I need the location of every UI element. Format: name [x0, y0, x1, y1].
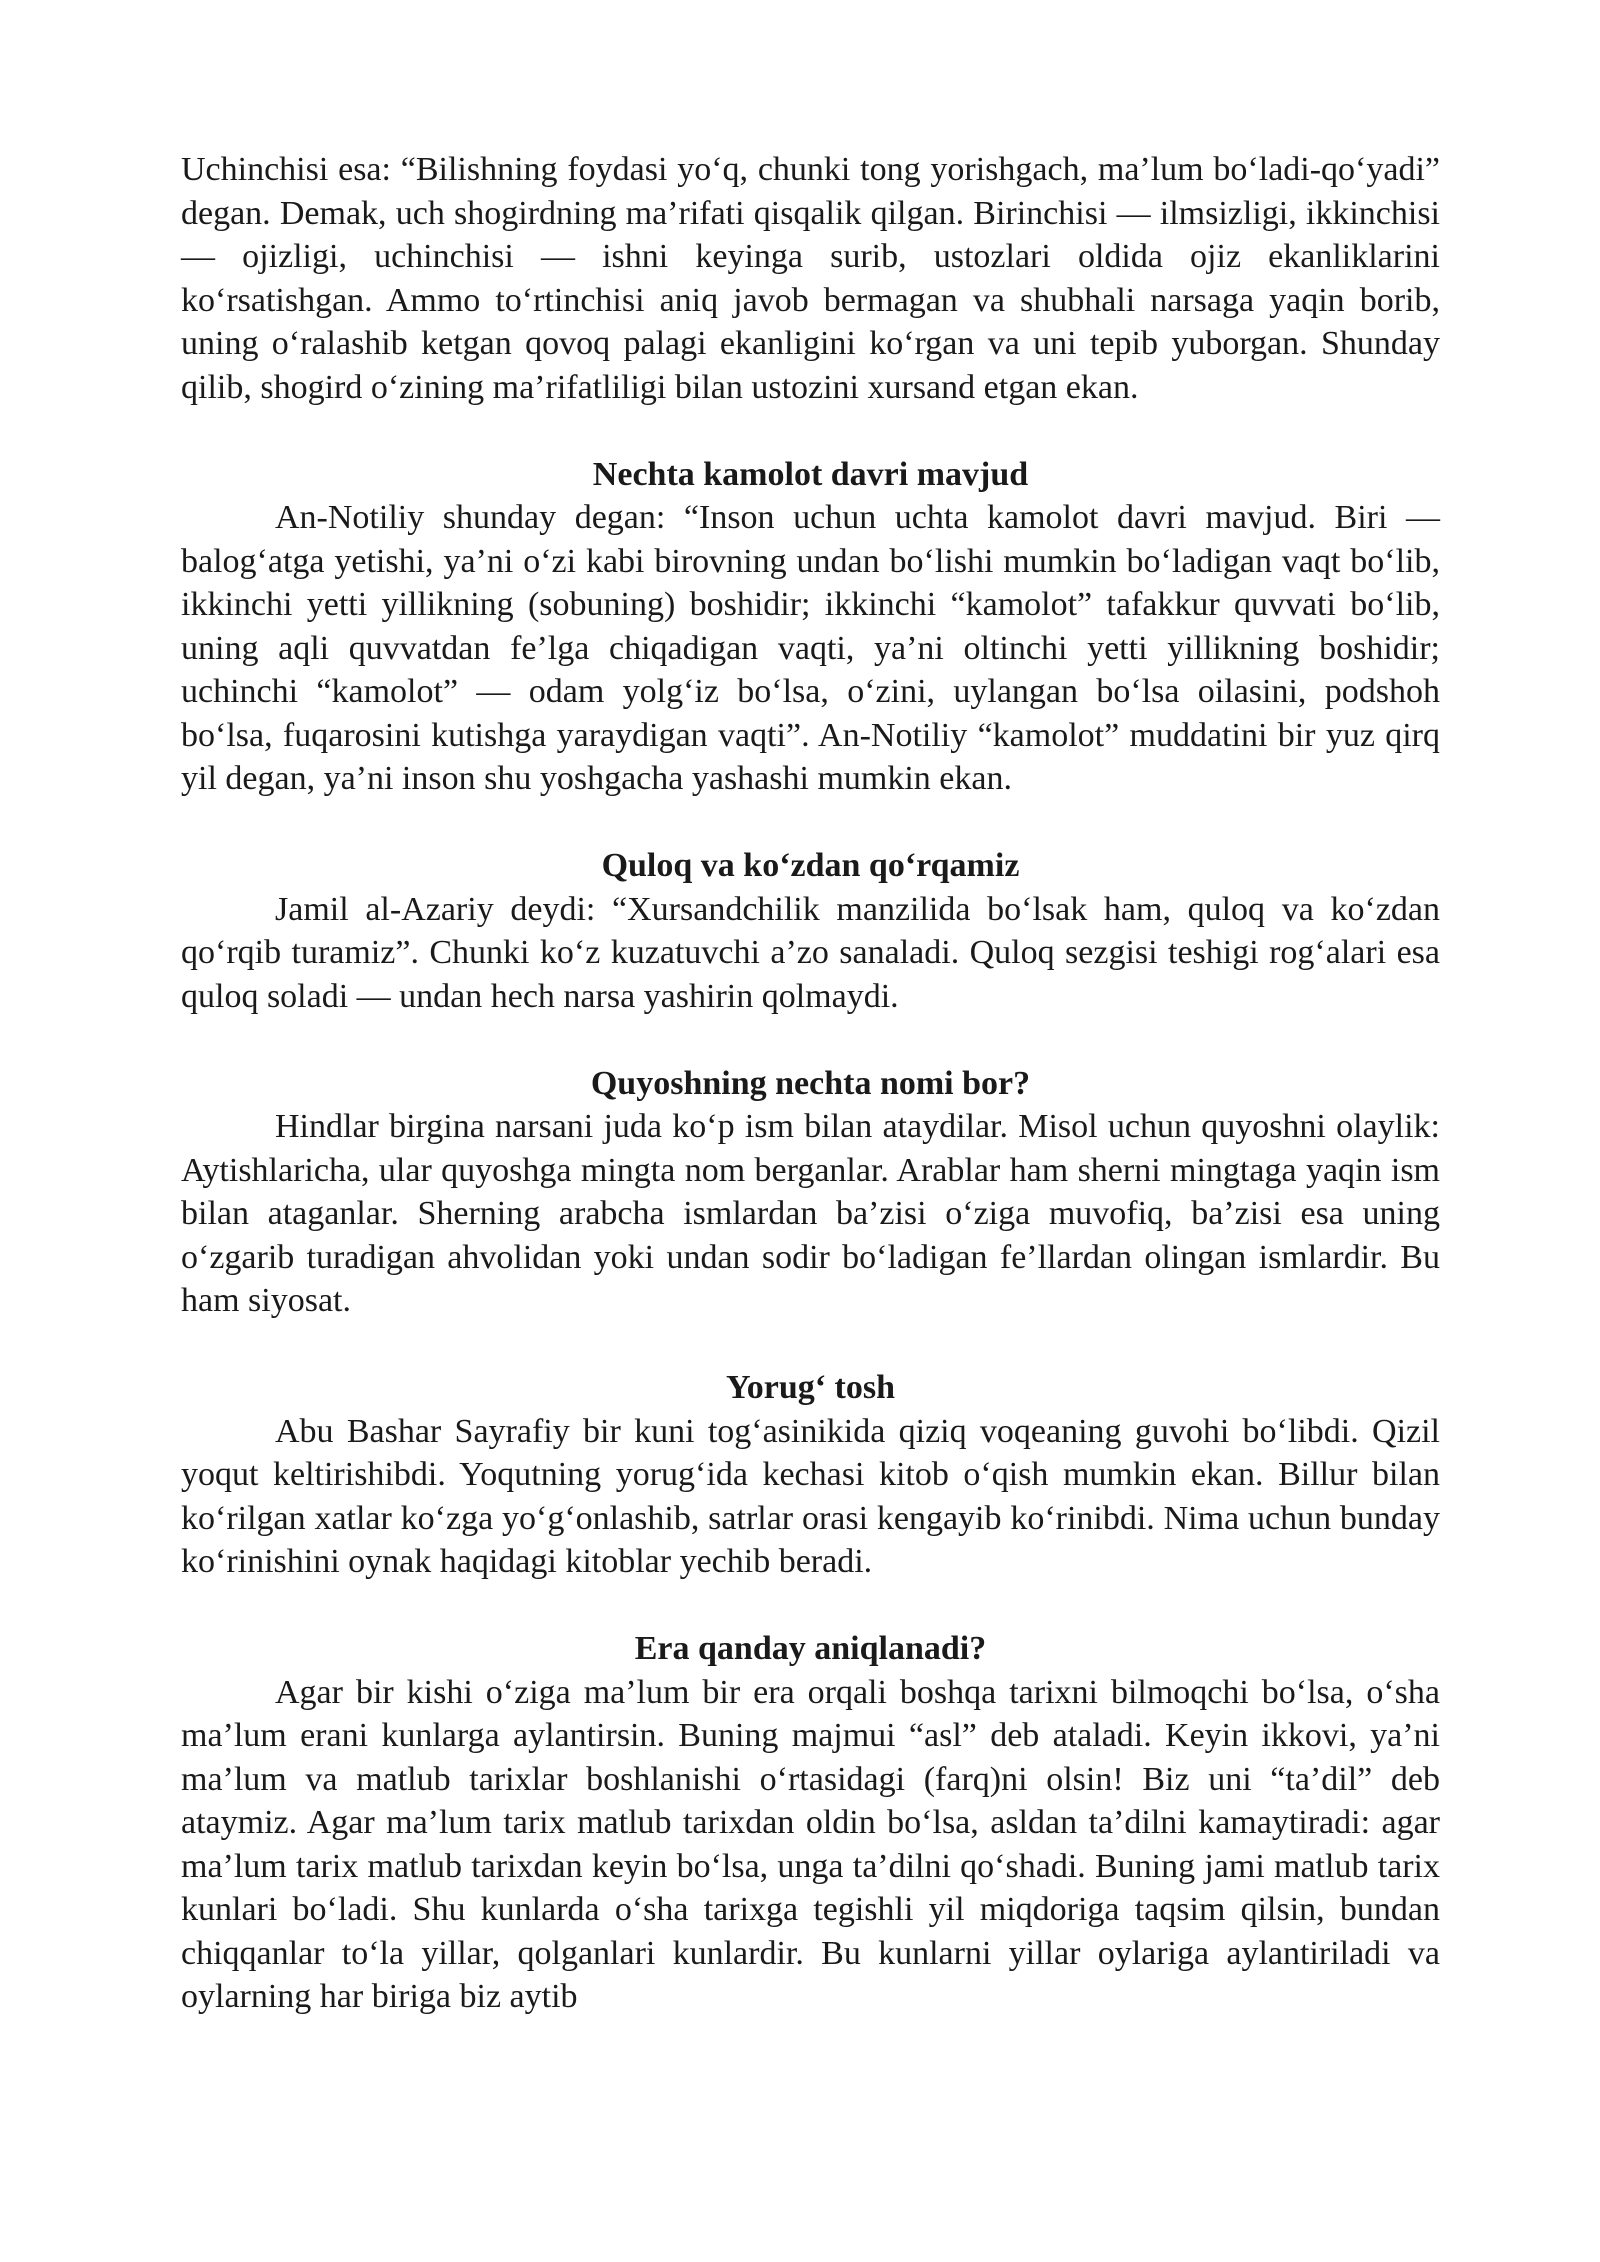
section-title-quyosh: Quyoshning nechta nomi bor?: [590, 1064, 1031, 1102]
section-title-yorug-tosh: Yorug‘ tosh: [725, 1369, 896, 1406]
section-title-era: Era qanday aniqlanadi?: [634, 1630, 987, 1667]
section-body-kamolot: An-Notiliy shunday degan: “Inson uchun uchta kamolot davri mavjud. Biri — balog‘atga yetishi, ya’ni o‘zi kabi birovning undan bo‘lishi mumkin bo‘ladigan vaqt bo‘lib, ikkinchi yetti yillikning (sobuning) boshidir; ikkinchi “kamolot” tafakkur quvvati bo‘lib, uning aqli quvvatdan fe’lga chiqadigan vaqti, ya’ni oltinchi yetti yillikning boshidir; uchinchi “kamolot” — odam yolg‘iz bo‘lsa, o‘zini, uylangan bo‘lsa oilasini, podshoh bo‘lsa, fuqarosini kutishga yaraydigan vaqti”. An-Notiliy “kamolot” muddatini bir yuz qirq yil degan, ya’ni inson shu yoshgacha yashashi mumkin ekan.: [181, 499, 1440, 797]
section-body-quloq: Jamil al-Azariy deydi: “Xursandchilik manzilida bo‘lsak ham, quloq va ko‘zdan qo‘rqib turamiz”. Chunki ko‘z kuzatuvchi a’zo sanaladi. Quloq sezgisi teshigi rog‘alari esa quloq soladi — undan hech narsa yashirin qolmaydi.: [181, 890, 1440, 1015]
intro-paragraph: Uchinchisi esa: “Bilishning foydasi yo‘q, chunki tong yorishgach, ma’lum bo‘ladi-qo‘yadi” degan. Demak, uch shogirdning ma’rifati qisqalik qilgan. Birinchisi — ilmsizligi, ikkinchisi — ojizligi, uchinchisi — ishni keyinga surib, ustozlari oldida ojiz ekanliklarini ko‘rsatishgan. Ammo to‘rtinchisi aniq javob bermagan va shubhali narsaga yaqin borib, uning o‘ralashib ketgan qovoq palagi ekanligini ko‘rgan va uni tepib yuborgan. Shunday qilib, shogird o‘zining ma’rifatliligi bilan ustozini xursand etgan ekan.: [181, 151, 1440, 406]
section-title-quloq: Quloq va ko‘zdan qo‘rqamiz: [601, 847, 1020, 884]
section-body-quyosh: Hindlar birgina narsani juda ko‘p ism bilan ataydilar. Misol uchun quyoshni olaylik: Aytishlaricha, ular quyoshga mingta nom berganlar. Arablar ham sherni mingtaga yaqin ism bilan ataganlar. Sherning arabcha ismlardan ba’zisi o‘ziga muvofiq, ba’zisi esa uning o‘zgarib turadigan ahvolidan yoki undan sodir bo‘ladigan fe’llardan olingan ismlardir. Bu ham siyosat.: [181, 1108, 1440, 1319]
section-body-yorug-tosh: Abu Bashar Sayrafiy bir kuni tog‘asinikida qiziq voqeaning guvohi bo‘libdi. Qizil yoqut keltirishibdi. Yoqutning yorug‘ida kechasi kitob o‘qish mumkin ekan. Billur bilan ko‘rilgan xatlar ko‘zga yo‘g‘onlashib, satrlar orasi kengayib ko‘rinibdi. Nima uchun bunday ko‘rinishini oynak haqidagi kitoblar yechib beradi.: [181, 1412, 1440, 1580]
section-title-kamolot: Nechta kamolot davri mavjud: [592, 455, 1029, 493]
document-page: [181, 148, 1440, 2019]
section-body-era: Agar bir kishi o‘ziga ma’lum bir era orqali boshqa tarixni bilmoqchi bo‘lsa, o‘sha ma’lum erani kunlarga aylantirsin. Buning majmui “asl” deb ataladi. Keyin ikkovi, ya’ni ma’lum va matlub tarixlar boshlanishi o‘rtasidagi (farq)ni olsin! Biz uni “ta’dil” deb ataymiz. Agar ma’lum tarix matlub tarixdan oldin bo‘lsa, asldan ta’dilni kamaytiradi: agar ma’lum tarix matlub tarixdan keyin bo‘lsa, unga ta’dilni qo‘shadi. Buning jami matlub tarix kunlari bo‘ladi. Shu kunlarda o‘sha tarixga tegishli yil miqdoriga taqsim qilsin, bundan chiqqanlar to‘la yillar, qolganlari kunlardir. Bu kunlarni yillar oylariga aylantiriladi va oylarning har biriga biz aytib: [181, 1673, 1440, 2015]
